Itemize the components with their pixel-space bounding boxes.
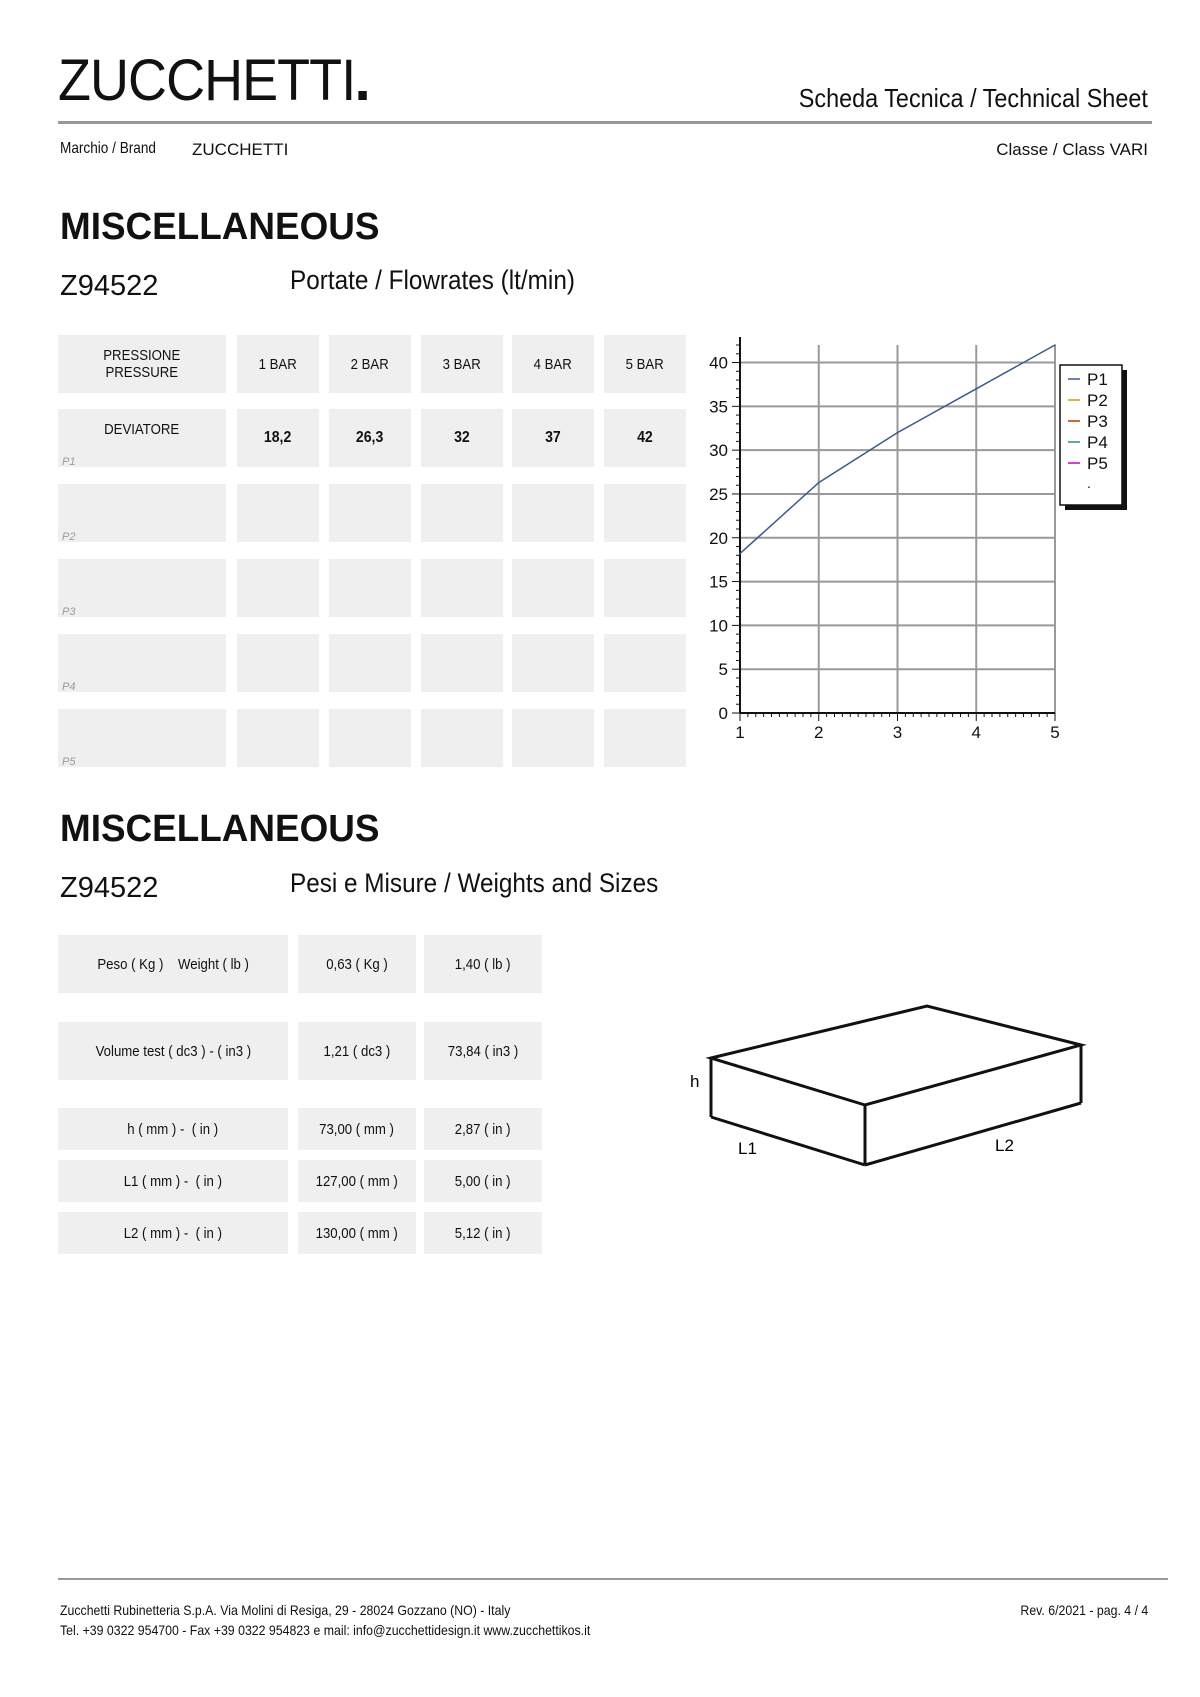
size-imperial-cell: 5,12 ( in ) bbox=[424, 1212, 542, 1254]
size-section-heading: MISCELLANEOUS bbox=[60, 808, 380, 850]
y-tick-label: 10 bbox=[709, 616, 728, 636]
y-tick-label: 40 bbox=[709, 353, 728, 373]
size-label-cell: Peso ( Kg ) Weight ( lb ) bbox=[58, 935, 288, 993]
pressure-header-cell bbox=[58, 335, 226, 393]
footer-contacts: Tel. +39 0322 954700 - Fax +39 0322 954823 e mail: info@zucchettidesign.it www.zucchettikos.it bbox=[60, 1622, 591, 1638]
flowrate-value-cell bbox=[329, 559, 411, 617]
flowrate-value-cell bbox=[512, 484, 594, 542]
flowrate-value-cell bbox=[421, 559, 503, 617]
flowrate-value-cell bbox=[237, 484, 319, 542]
legend-entry: P5 bbox=[1087, 454, 1108, 473]
pressure-column-header: 4 BAR bbox=[512, 335, 594, 393]
flowrate-value-cell: 18,2 bbox=[237, 409, 319, 467]
x-tick-label: 5 bbox=[1050, 723, 1060, 742]
size-imperial-cell: 5,00 ( in ) bbox=[424, 1160, 542, 1202]
row-label-cell bbox=[58, 559, 226, 617]
flowrate-value-cell bbox=[237, 634, 319, 692]
y-tick-label: 5 bbox=[718, 660, 728, 680]
header-divider bbox=[58, 121, 1152, 124]
row-label-cell bbox=[58, 484, 226, 542]
flowrate-value-cell bbox=[604, 709, 686, 767]
dimension-diagram bbox=[690, 995, 1100, 1185]
x-tick-label: 2 bbox=[814, 723, 824, 742]
size-metric-cell: 73,00 ( mm ) bbox=[298, 1108, 416, 1150]
flowrate-value-cell: 26,3 bbox=[329, 409, 411, 467]
y-tick-label: 35 bbox=[709, 397, 728, 417]
footer-revision: Rev. 6/2021 - pag. 4 / 4 bbox=[1020, 1602, 1148, 1618]
size-metric-cell: 1,21 ( dc3 ) bbox=[298, 1022, 416, 1080]
pressure-header-label bbox=[103, 347, 180, 381]
size-metric-cell: 127,00 ( mm ) bbox=[298, 1160, 416, 1202]
size-product-code: Z94522 bbox=[60, 872, 159, 904]
flowrate-value-cell bbox=[604, 484, 686, 542]
row-label-cell bbox=[58, 709, 226, 767]
row-label-cell: DEVIATORE bbox=[58, 409, 226, 467]
height-label: h bbox=[690, 1072, 700, 1091]
box-top-face bbox=[711, 1006, 1081, 1105]
size-section-subtitle: Pesi e Misure / Weights and Sizes bbox=[290, 868, 659, 898]
flow-product-code: Z94522 bbox=[60, 270, 159, 302]
flowrate-value-cell bbox=[604, 634, 686, 692]
pressure-header-it: PRESSIONE bbox=[103, 347, 181, 364]
class-info: Classe / Class VARI bbox=[996, 140, 1148, 159]
flow-section-subtitle: Portate / Flowrates (lt/min) bbox=[290, 265, 575, 295]
y-tick-label: 0 bbox=[718, 704, 728, 723]
size-metric-cell: 130,00 ( mm ) bbox=[298, 1212, 416, 1254]
y-tick-label: 20 bbox=[709, 528, 728, 548]
pressure-column-header: 3 BAR bbox=[421, 335, 503, 393]
brand-value: ZUCCHETTI bbox=[192, 140, 289, 159]
flowrate-value-cell bbox=[237, 709, 319, 767]
flowrate-value-cell bbox=[329, 634, 411, 692]
size-label-cell: L2 ( mm ) - ( in ) bbox=[58, 1212, 288, 1254]
footer-address: Zucchetti Rubinetteria S.p.A. Via Molini di Resiga, 29 - 28024 Gozzano (NO) - Italy bbox=[60, 1602, 511, 1618]
legend-extra: . bbox=[1087, 475, 1091, 491]
flowrate-chart bbox=[690, 335, 1140, 745]
pressure-header-en: PRESSURE bbox=[105, 364, 179, 381]
size-label-cell: L1 ( mm ) - ( in ) bbox=[58, 1160, 288, 1202]
pressure-column-header: 2 BAR bbox=[329, 335, 411, 393]
flowrate-value-cell: 42 bbox=[604, 409, 686, 467]
l1-label: L1 bbox=[738, 1139, 757, 1158]
flowrate-value-cell bbox=[237, 559, 319, 617]
sheet-title: Scheda Tecnica / Technical Sheet bbox=[798, 83, 1148, 113]
legend-entry: P3 bbox=[1087, 412, 1108, 431]
x-tick-label: 1 bbox=[735, 723, 745, 742]
size-metric-cell: 0,63 ( Kg ) bbox=[298, 935, 416, 993]
data-point bbox=[818, 482, 820, 484]
size-imperial-cell: 1,40 ( lb ) bbox=[424, 935, 542, 993]
y-tick-label: 30 bbox=[709, 441, 728, 461]
flowrate-value-cell bbox=[329, 709, 411, 767]
flowrate-value-cell: 32 bbox=[421, 409, 503, 467]
x-tick-label: 3 bbox=[892, 723, 903, 742]
legend-entry: P4 bbox=[1087, 433, 1108, 452]
flow-section-heading: MISCELLANEOUS bbox=[60, 206, 380, 248]
pressure-column-header: 1 BAR bbox=[237, 335, 319, 393]
legend-entry: P1 bbox=[1087, 370, 1108, 389]
row-tag: P5 bbox=[62, 756, 76, 768]
flowrate-value-cell bbox=[421, 709, 503, 767]
size-imperial-cell: 73,84 ( in3 ) bbox=[424, 1022, 542, 1080]
data-point bbox=[897, 432, 899, 434]
flowrate-value-cell bbox=[604, 559, 686, 617]
row-tag: P1 bbox=[62, 456, 76, 468]
flowrate-value-cell bbox=[421, 634, 503, 692]
size-label-cell: Volume test ( dc3 ) - ( in3 ) bbox=[58, 1022, 288, 1080]
size-imperial-cell: 2,87 ( in ) bbox=[424, 1108, 542, 1150]
flowrate-value-cell bbox=[512, 559, 594, 617]
footer-divider bbox=[58, 1578, 1168, 1580]
flowrate-value-cell: 37 bbox=[512, 409, 594, 467]
box-edge-bottom-left bbox=[711, 1117, 865, 1165]
box-edge-bottom-right bbox=[865, 1103, 1081, 1165]
size-label-cell: h ( mm ) - ( in ) bbox=[58, 1108, 288, 1150]
data-point bbox=[975, 388, 977, 390]
legend-entry: P2 bbox=[1087, 391, 1108, 410]
x-tick-label: 4 bbox=[971, 723, 981, 742]
y-tick-label: 15 bbox=[709, 572, 728, 592]
y-tick-label: 25 bbox=[709, 484, 728, 504]
brand-logo: ZUCCHETTI bbox=[58, 52, 366, 110]
pressure-column-header: 5 BAR bbox=[604, 335, 686, 393]
brand-label: Marchio / Brand bbox=[60, 140, 156, 157]
l2-label: L2 bbox=[995, 1136, 1014, 1155]
flowrate-value-cell bbox=[329, 484, 411, 542]
flowrate-value-cell bbox=[512, 634, 594, 692]
row-label-cell bbox=[58, 634, 226, 692]
row-tag: P4 bbox=[62, 681, 76, 693]
data-point bbox=[1054, 344, 1056, 346]
row-tag: P2 bbox=[62, 531, 76, 543]
flowrate-value-cell bbox=[512, 709, 594, 767]
row-tag: P3 bbox=[62, 606, 76, 618]
flowrate-value-cell bbox=[421, 484, 503, 542]
data-point bbox=[739, 553, 741, 555]
